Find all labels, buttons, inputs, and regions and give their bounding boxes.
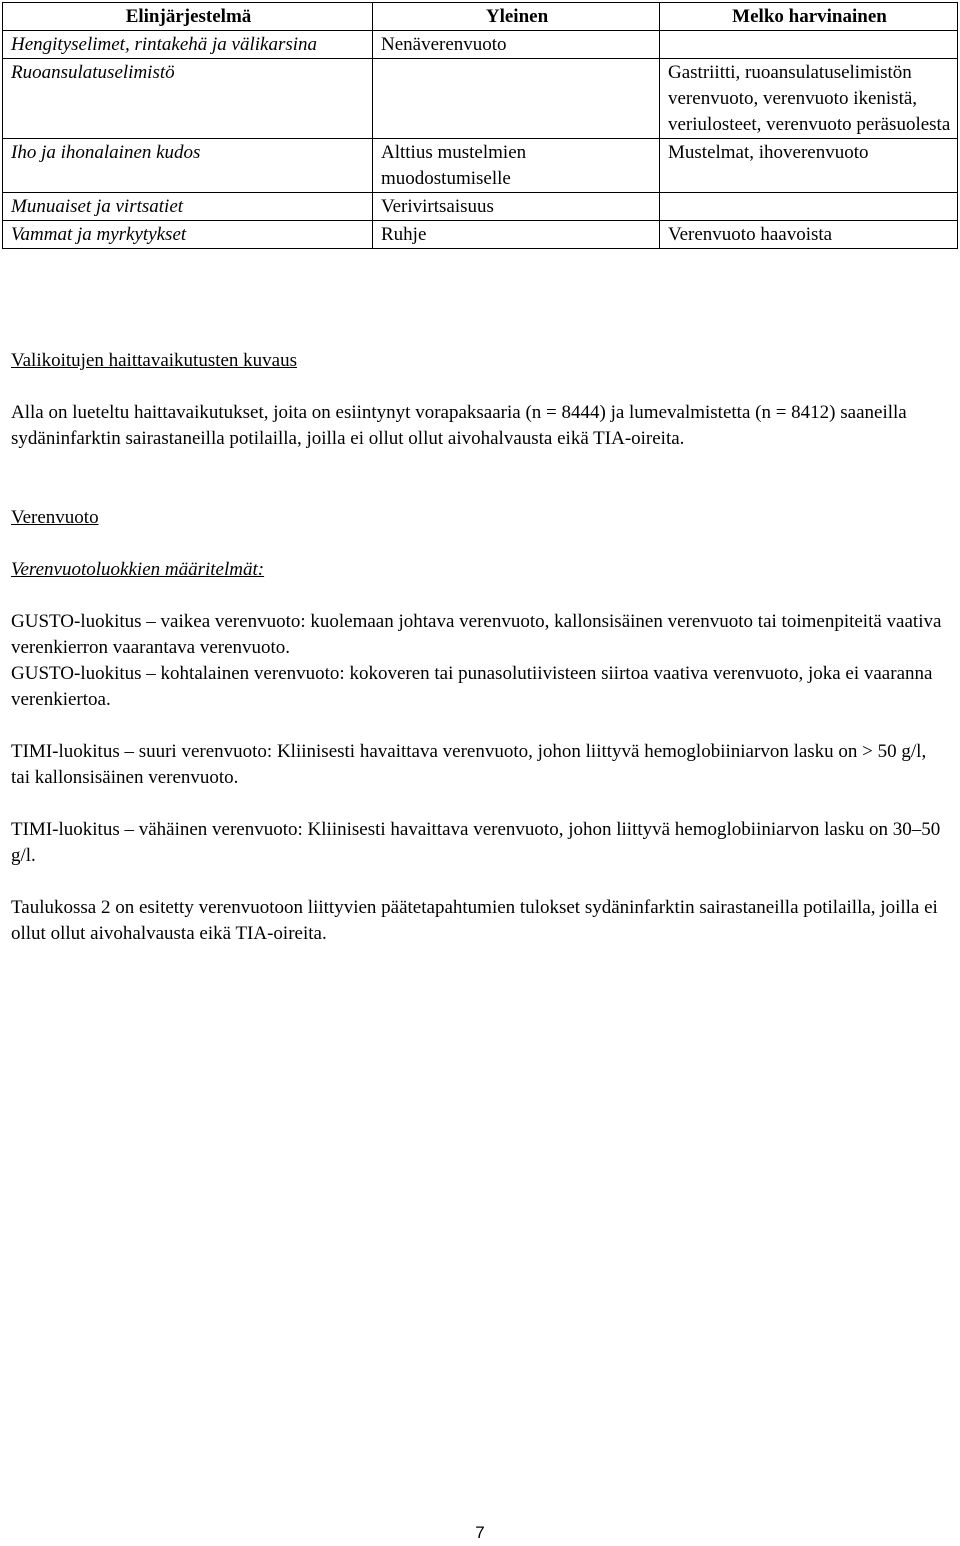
gusto-moderate-paragraph: GUSTO-luokitus – kohtalainen verenvuoto: kokoveren tai punasolutiivisteen siirtoa vaativa verenvuoto, joka ei vaaranna verenkiertoa. (11, 663, 933, 710)
table-row (3, 59, 958, 139)
header-uncommon: Melko harvinainen (660, 3, 958, 31)
common-cell: Verivirtsaisuus (373, 193, 660, 221)
common-cell: Ruhje (373, 221, 660, 249)
table2-note-paragraph: Taulukossa 2 on esitetty verenvuotoon liittyvien päätetapahtumien tulokset sydäninfarktin sairastaneilla potilailla, joilla ei ollut ollut aivohalvausta eikä TIA-oireita. (11, 897, 938, 944)
table-row (3, 139, 958, 193)
table-header-row (3, 3, 958, 31)
organ-class-cell: Hengityselimet, rintakehä ja välikarsina (3, 31, 373, 59)
organ-class-cell: Munuaiset ja virtsatiet (3, 193, 373, 221)
organ-class-cell: Vammat ja myrkytykset (3, 221, 373, 249)
definitions-heading: Verenvuotoluokkien määritelmät: (11, 559, 265, 580)
common-cell: Nenäverenvuoto (373, 31, 660, 59)
common-cell: Alttius mustelmien muodostumiselle (373, 139, 660, 193)
intro-paragraph: Alla on lueteltu haittavaikutukset, joita on esiintynyt vorapaksaaria (n = 8444) ja lumevalmistetta (n = 8412) saaneilla sydäninfarktin sairastaneilla potilailla, joilla ei ollut ollut aivohalvausta eikä TIA-oireita. (11, 402, 907, 449)
uncommon-cell (660, 31, 958, 59)
header-organ-class: Elinjärjestelmä (3, 3, 373, 31)
gusto-severe-paragraph: GUSTO-luokitus – vaikea verenvuoto: kuolemaan johtava verenvuoto, kallonsisäinen verenvuoto tai toimenpiteitä vaativa verenkierron vaarantava verenvuoto. (11, 611, 942, 658)
timi-major-paragraph: TIMI-luokitus – suuri verenvuoto: Kliinisesti havaittava verenvuoto, johon liittyvä hemoglobiiniarvon lasku on > 50 g/l, tai kallonsisäinen verenvuoto. (11, 741, 927, 788)
organ-class-cell: Iho ja ihonalainen kudos (3, 139, 373, 193)
uncommon-cell: Gastriitti, ruoansulatuselimistön verenvuoto, verenvuoto ikenistä, veriulosteet, verenvuoto peräsuolesta (660, 59, 958, 139)
uncommon-cell: Verenvuoto haavoista (660, 221, 958, 249)
uncommon-cell: Mustelmat, ihoverenvuoto (660, 139, 958, 193)
organ-class-cell: Ruoansulatuselimistö (3, 59, 373, 139)
section-heading: Valikoitujen haittavaikutusten kuvaus (11, 350, 298, 371)
page-number: 7 (475, 1523, 485, 1542)
table-row (3, 193, 958, 221)
adverse-reactions-table (2, 2, 958, 249)
table-row (3, 221, 958, 249)
uncommon-cell (660, 193, 958, 221)
timi-minor-paragraph: TIMI-luokitus – vähäinen verenvuoto: Kliinisesti havaittava verenvuoto, johon liittyvä hemoglobiiniarvon lasku on 30–50 g/l. (11, 819, 941, 866)
common-cell (373, 59, 660, 139)
bleeding-subheading: Verenvuoto (11, 507, 99, 528)
table-row (3, 31, 958, 59)
header-common: Yleinen (373, 3, 660, 31)
